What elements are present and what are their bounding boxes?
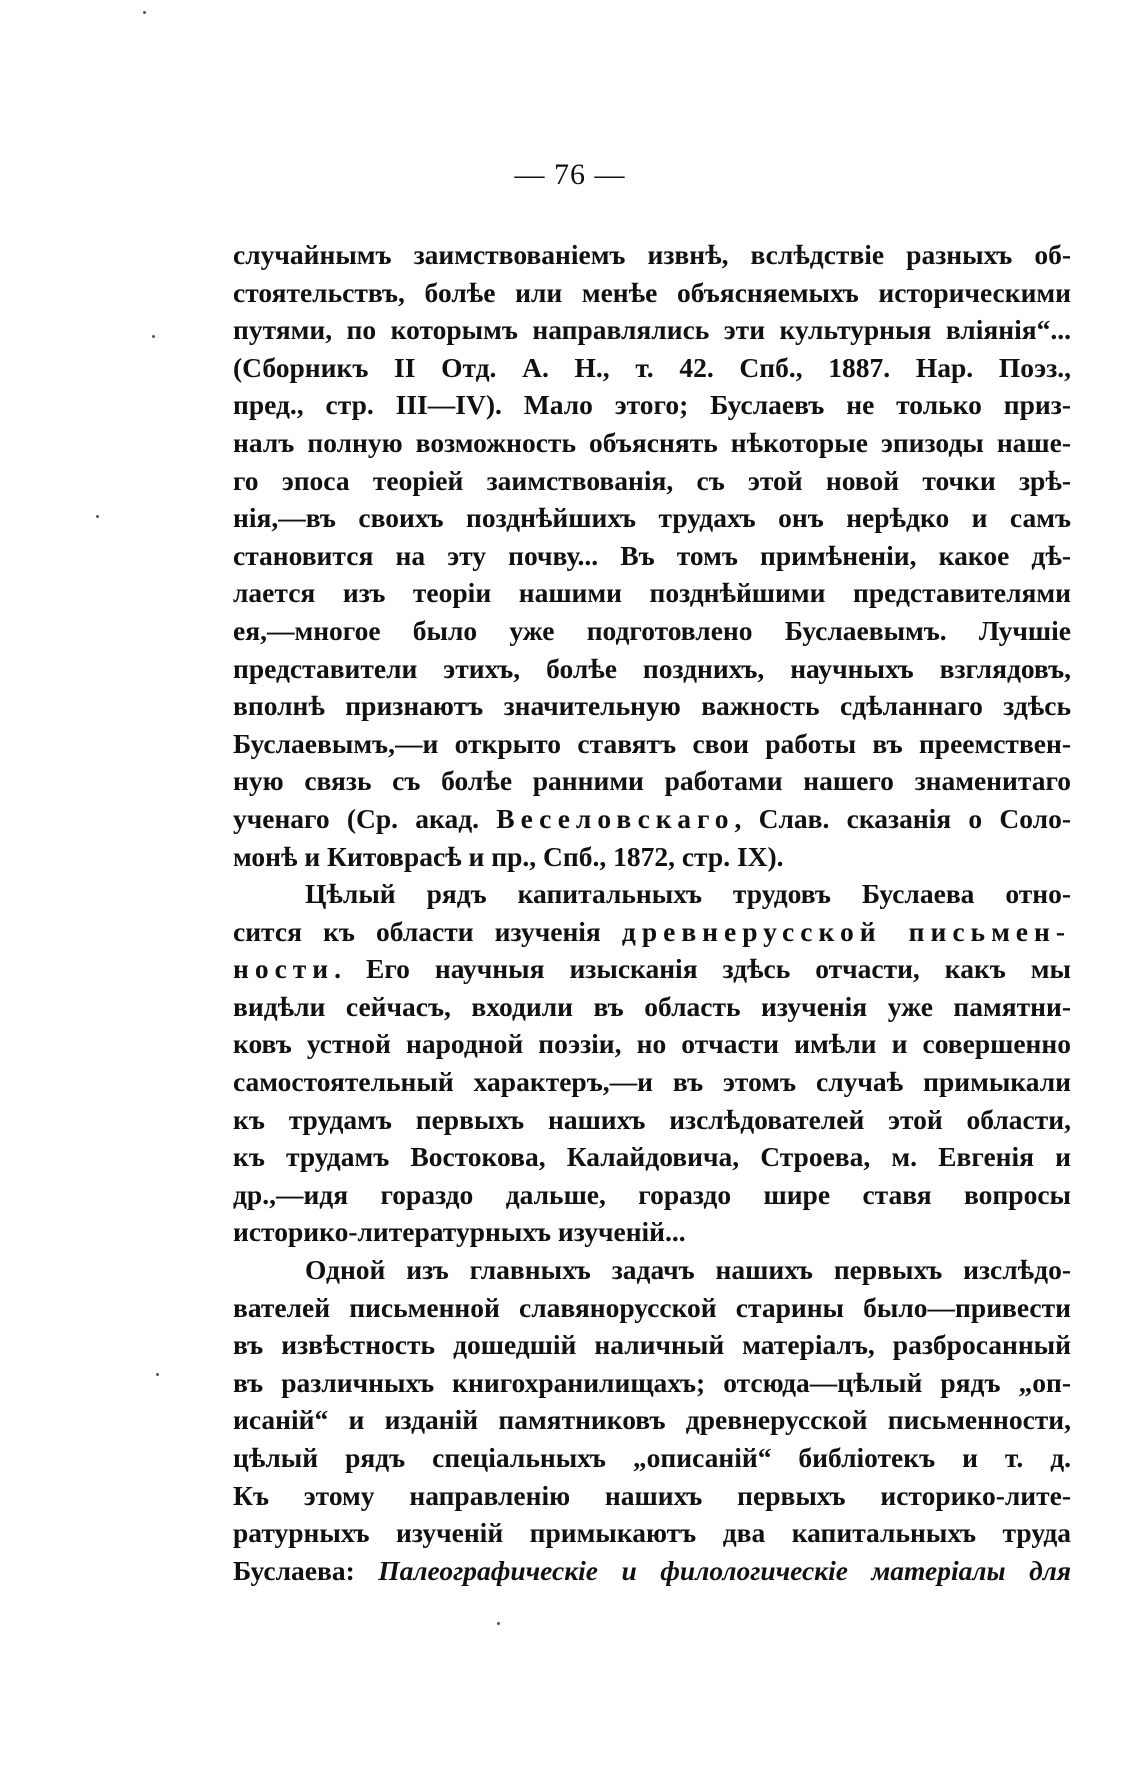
italic-title: Палеографическіе и филологическіе матеріалы для <box>378 1554 1071 1586</box>
body-text <box>233 236 1071 1589</box>
text-line: пред., стр. III—IV). Мало этого; Буслаевъ не только приз- <box>233 389 1071 421</box>
text-line: самостоятельный характеръ,—и въ этомъ случаѣ примыкали <box>233 1066 1071 1098</box>
text-line <box>233 913 1071 951</box>
text-line: Буслаевымъ,—и открыто ставятъ свои работы въ преемствен- <box>233 727 1071 759</box>
text-line: къ трудамъ Востокова, Калайдовича, Строева, м. Евгенія и <box>233 1141 1071 1173</box>
text-line <box>233 800 1071 838</box>
text-line: ратурныхъ изученій примыкаютъ два капитальныхъ труда <box>233 1517 1071 1549</box>
text-line: лается изъ теоріи нашими позднѣйшими представителями <box>233 577 1071 609</box>
text-line: Цѣлый рядъ капитальныхъ трудовъ Буслаева отно- <box>305 878 1071 910</box>
text-line: монѣ и Китоврасѣ и пр., Спб., 1872, стр. IX). <box>233 840 784 872</box>
text-line: исаній“ и изданій памятниковъ древнерусской письменности, <box>233 1404 1071 1436</box>
text-line: вполнѣ признаютъ значительную важность сдѣланнаго здѣсь <box>233 690 1071 722</box>
text-line <box>233 1552 1071 1590</box>
text-segment: сится къ области изученія <box>233 915 601 947</box>
text-line: видѣли сейчасъ, входили въ область изученія уже памятни- <box>233 990 1071 1022</box>
text-segment: . Его научныя изысканія здѣсь отчасти, какъ мы <box>334 953 1071 985</box>
text-line <box>233 950 1071 988</box>
paper-speck <box>156 1373 159 1376</box>
text-line: въ различныхъ книгохранилищахъ; отсюда—цѣлый рядъ „оп- <box>233 1366 1071 1398</box>
text-line: Одной изъ главныхъ задачъ нашихъ первыхъ изслѣдо- <box>305 1254 1071 1286</box>
text-line: случайнымъ заимствованіемъ извнѣ, вслѣдствіе разныхъ об- <box>233 239 1071 270</box>
text-segment: , Слав. сказанія о Соло- <box>734 802 1072 834</box>
text-segment: Буслаева: <box>233 1554 355 1586</box>
emphasized-term: ности <box>233 953 335 985</box>
text-segment: ученаго (Ср. акад. <box>233 802 480 834</box>
text-line: нія,—въ своихъ позднѣйшихъ трудахъ онъ нерѣдко и самъ <box>233 502 1071 534</box>
text-line: ея,—многое было уже подготовлено Буслаевымъ. Лучшіе <box>233 614 1071 646</box>
text-line: вателей письменной славянорусской старины было—привести <box>233 1291 1071 1323</box>
text-line: въ извѣстность дошедшій наличный матеріалъ, разбросанный <box>233 1329 1071 1361</box>
text-line: го эпоса теоріей заимствованія, съ этой новой точки зрѣ- <box>233 464 1071 496</box>
text-line: становится на эту почву... Въ томъ примѣненіи, какое дѣ- <box>233 539 1071 571</box>
paper-speck <box>96 515 99 518</box>
text-line: историко-литературныхъ изученій... <box>233 1216 686 1248</box>
paper-speck <box>152 335 155 338</box>
page-number: — 76 — <box>514 158 626 191</box>
text-line: налъ полную возможность объяснять нѣкоторые эпизоды наше- <box>233 426 1071 458</box>
text-line: къ трудамъ первыхъ нашихъ изслѣдователей этой области, <box>233 1103 1071 1135</box>
text-line: ную связь съ болѣе ранними работами нашего знаменитаго <box>233 765 1071 797</box>
emphasized-term: древнерусской письмен- <box>621 915 1072 947</box>
emphasized-name: Веселовскаго <box>496 802 735 834</box>
text-line: цѣлый рядъ спеціальныхъ „описаній“ библіотекъ и т. д. <box>233 1442 1071 1473</box>
text-line: (Сборникъ II Отд. А. Н., т. 42. Спб., 1887. Нар. Поэз., <box>233 351 1071 383</box>
paper-speck <box>143 11 146 14</box>
text-line: путями, по которымъ направлялись эти культурныя вліянія“... <box>233 314 1071 346</box>
text-line: др.,—идя гораздо дальше, гораздо шире ставя вопросы <box>233 1178 1071 1210</box>
text-line: стоятельствъ, болѣе или менѣе объясняемыхъ историческими <box>233 276 1071 308</box>
text-line: представители этихъ, болѣе позднихъ, научныхъ взглядовъ, <box>233 652 1071 684</box>
text-line: ковъ устной народной поэзіи, но отчасти имѣли и совершенно <box>233 1028 1071 1060</box>
paper-speck <box>497 1622 500 1625</box>
text-line: Къ этому направленію нашихъ первыхъ историко-лите- <box>233 1479 1071 1511</box>
